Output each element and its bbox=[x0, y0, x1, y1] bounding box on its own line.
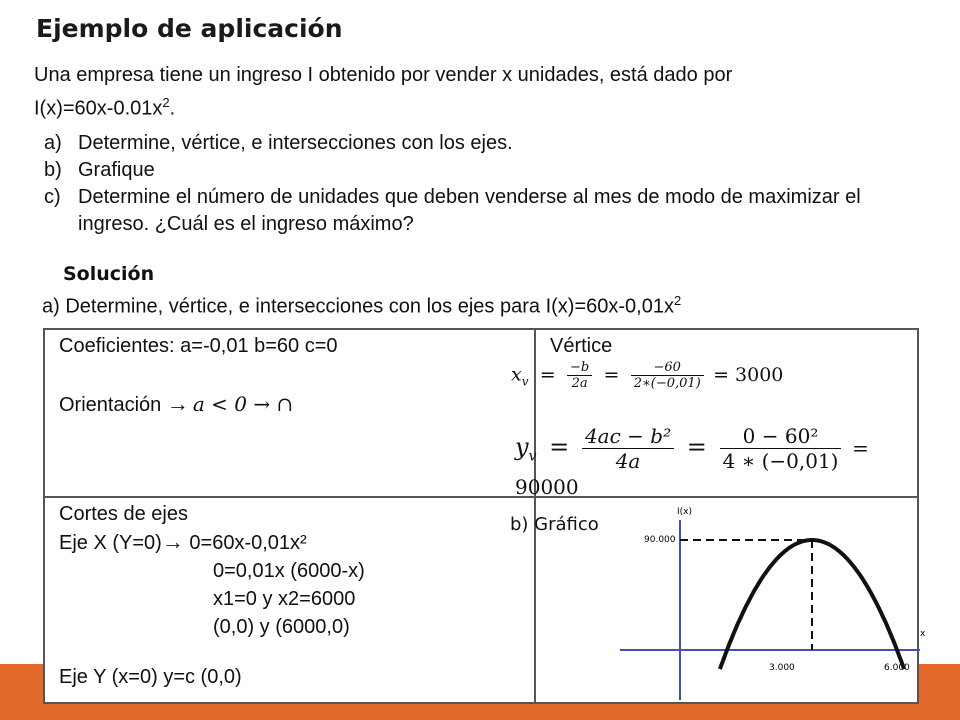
x-tick-root: 6.000 bbox=[884, 663, 910, 673]
vertex-heading: Vértice bbox=[550, 335, 613, 357]
vertex-x-equation: $x_v$ = $\frac{-b}{2a}$ = $\frac{-60}{2∗(-0,01)}$ = 3000 bbox=[511, 360, 784, 391]
eje-x-line: Eje X (Y=0)→ 0=60x-0,01x² bbox=[59, 529, 307, 554]
y-tick-label: 90.000 bbox=[644, 535, 676, 545]
eje-y-line: Eje Y (x=0) y=c (0,0) bbox=[59, 666, 242, 688]
list-item: c) Determine el número de unidades que deben venderse al mes de modo de maximizar el ingreso. ¿Cuál es el ingreso máximo? bbox=[44, 186, 861, 235]
problem-line-1: Una empresa tiene un ingreso I obtenido por vender x unidades, está dado por bbox=[34, 64, 733, 86]
x-tick-vertex: 3.000 bbox=[769, 663, 795, 673]
problem-statement bbox=[34, 62, 914, 123]
intercepts-block bbox=[59, 500, 365, 691]
parabola-graph bbox=[620, 500, 926, 702]
eje-x-eq2: 0=0,01x (6000-x) bbox=[213, 560, 365, 582]
problem-items bbox=[44, 130, 914, 238]
solution-table bbox=[43, 328, 926, 704]
eje-x-eq3: x1=0 y x2=6000 bbox=[213, 588, 356, 610]
orientation-line: Orientación → a < 0 → ∩ bbox=[59, 391, 294, 416]
vertex-y-equation: $y_v$ = $\frac{\text{4ac − b²}}{4a}$ = $\frac{\text{0 − 60²}}{4 ∗ (-0,01)}$ = 90000 bbox=[515, 424, 869, 499]
graph-label: b) Gráfico bbox=[510, 514, 599, 535]
solution-label: Solución bbox=[63, 263, 155, 285]
slide-title: Ejemplo de aplicación bbox=[36, 14, 343, 43]
part-a-heading: a) Determine, vértice, e intersecciones con los ejes para $I(x)=60x-0,01x^2$ bbox=[42, 293, 682, 318]
eje-x-eq4: (0,0) y (6000,0) bbox=[213, 616, 350, 638]
coefficients-line: Coeficientes: a=-0,01 b=60 c=0 bbox=[59, 335, 338, 357]
x-axis-label: x bbox=[920, 629, 926, 639]
intercepts-heading: Cortes de ejes bbox=[59, 503, 188, 525]
problem-line-2: $I(x)=60x-0.01x^2$. bbox=[34, 95, 176, 120]
list-item: a) Determine, vértice, e intersecciones con los ejes. bbox=[44, 132, 513, 154]
list-item: b) Grafique bbox=[44, 159, 155, 181]
y-axis-label: I(x) bbox=[677, 507, 693, 517]
